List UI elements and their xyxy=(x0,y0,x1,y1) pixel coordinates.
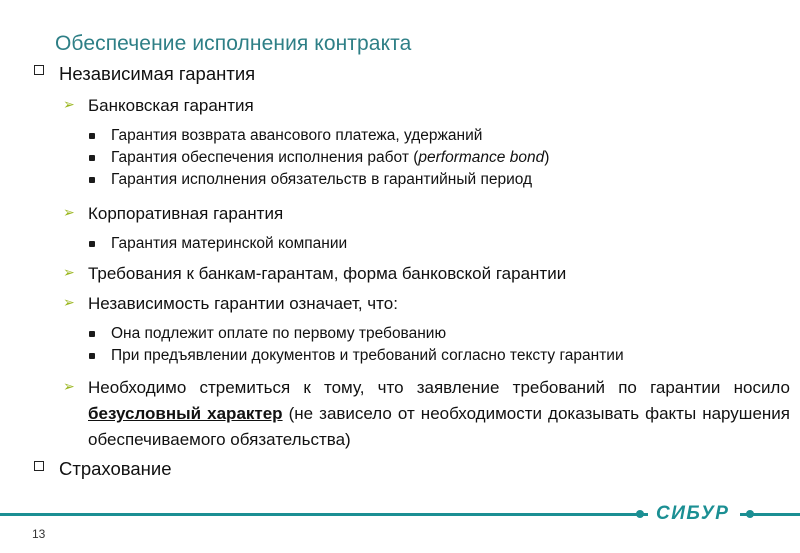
footer-dot-right xyxy=(746,510,754,518)
bullet-documents: При предъявлении документов и требований согласно тексту гарантии xyxy=(111,347,624,364)
unconditional-post: (не зависело от необходимости доказывать факты нарушения обеспечиваемого обязательства) xyxy=(88,404,790,449)
page-number: 13 xyxy=(32,527,46,541)
bullet-unconditional xyxy=(88,375,790,453)
performance-bond-term: performance bond xyxy=(418,149,545,166)
square-dot-icon xyxy=(89,241,95,247)
bullet-warranty-period: Гарантия исполнения обязательств в гарантийный период xyxy=(111,171,533,188)
square-dot-icon xyxy=(89,177,95,183)
square-dot-icon xyxy=(89,133,95,139)
sibur-logo: СИБУР xyxy=(656,503,730,524)
performance-close-paren: ) xyxy=(544,149,550,166)
hollow-square-icon xyxy=(34,65,44,75)
bullet-parent-company: Гарантия материнской компании xyxy=(111,235,348,252)
bullet-independence: Независимость гарантии означает, что: xyxy=(88,294,398,313)
unconditional-pre: Необходимо стремиться к тому, что заявление требований по гарантии носило xyxy=(88,378,790,397)
chevron-right-icon: ➢ xyxy=(63,294,75,310)
performance-text: Гарантия обеспечения исполнения работ ( xyxy=(111,149,419,166)
chevron-right-icon: ➢ xyxy=(63,204,75,220)
square-dot-icon xyxy=(89,331,95,337)
hollow-square-icon xyxy=(34,461,44,471)
chevron-right-icon: ➢ xyxy=(63,264,75,280)
slide-title: Обеспечение исполнения контракта xyxy=(55,32,412,55)
square-dot-icon xyxy=(89,155,95,161)
square-dot-icon xyxy=(89,353,95,359)
chevron-right-icon: ➢ xyxy=(63,96,75,112)
bullet-advance-payment: Гарантия возврата авансового платежа, удержаний xyxy=(111,127,483,144)
bullet-corporate-guarantee: Корпоративная гарантия xyxy=(88,204,284,223)
bullet-bank-guarantee: Банковская гарантия xyxy=(88,96,254,115)
bullet-insurance: Страхование xyxy=(59,458,172,479)
bullet-performance xyxy=(111,149,549,167)
bullet-requirements: Требования к банкам-гарантам, форма банковской гарантии xyxy=(88,264,567,283)
unconditional-emphasis: безусловный характер xyxy=(88,404,283,423)
bullet-independent-guarantee: Независимая гарантия xyxy=(59,63,256,84)
chevron-right-icon: ➢ xyxy=(63,378,75,394)
bullet-first-demand: Она подлежит оплате по первому требованию xyxy=(111,325,447,342)
footer-dot-left xyxy=(636,510,644,518)
